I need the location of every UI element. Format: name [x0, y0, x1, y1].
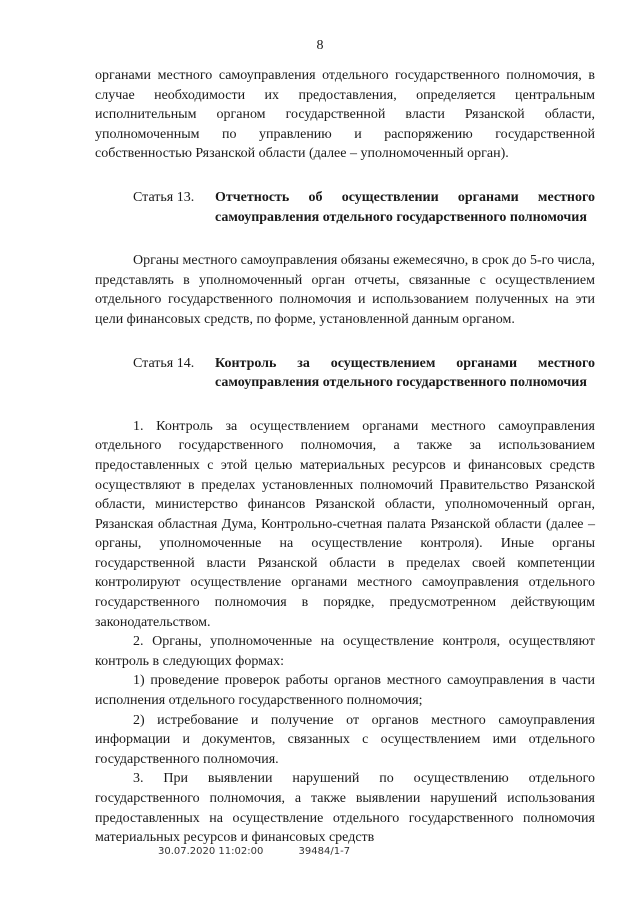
- article-14-paragraph-2: 2. Органы, уполномоченные на осуществление контроля, осуществляют контроль в следующих формах:: [95, 634, 595, 669]
- intro-paragraph: органами местного самоуправления отдельного государственного полномочия, в случае необходимости их предоставления, определяется центральным исполнительным органом государственной власти Рязанской области, уполномоченным по управлению и распоряжению государственной собственностью Рязанской области (далее – уполномоченный орган).: [95, 68, 595, 162]
- footer: [158, 846, 382, 857]
- article-14-item-1: 1) проведение проверок работы органов местного самоуправления в части исполнения отдельного государственного полномочия;: [95, 673, 595, 709]
- article-13-heading: [95, 188, 595, 227]
- article-13-title: Отчетность об осуществлении органами местного самоуправления отдельного государственного полномочия: [215, 189, 595, 225]
- article-14-title: Контроль за осуществлением органами местного самоуправления отдельного государственного полномочия: [215, 355, 595, 391]
- footer-timestamp: 30.07.2020 11:02:00: [158, 846, 264, 857]
- article-13-text: Органы местного самоуправления обязаны ежемесячно, в срок до 5-го числа, представлять в уполномоченный орган отчеты, связанные с осуществлением отдельного государственного полномочия и использованием полученных на эти цели финансовых средств, по форме, установленной данным органом.: [95, 253, 595, 327]
- article-14-heading: [95, 354, 595, 393]
- article-14-number: Статья 14.: [133, 355, 195, 371]
- article-13-number: Статья 13.: [133, 189, 195, 205]
- article-14-paragraph-3: 3. При выявлении нарушений по осуществлению отдельного государственного полномочия, а также выявлении нарушений использования предоставленных на осуществление отдельного государственного полномочия материальных ресурсов и финансовых средств: [95, 771, 595, 846]
- document-body: [95, 66, 595, 848]
- article-14-item-2: 2) истребование и получение от органов местного самоуправления информации и документов, связанных с осуществлением ими отдельного государственного полномочия.: [95, 712, 595, 767]
- article-14-paragraph-1: 1. Контроль за осуществлением органами местного самоуправления отдельного государственного полномочия, а также за использованием предоставленных с этой целью материальных ресурсов и финансовых средств осуществляют в пределах установленных полномочий Правительство Рязанской области, министерство финансов Рязанской области, уполномоченный орган, Рязанская областная Дума, Контрольно-счетная палата Рязанской области (далее – органы, уполномоченные на осуществление контроля). Иные органы государственной власти Рязанской области в пределах своей компетенции контролируют осуществление органами местного самоуправления отдельного государственного полномочия в порядке, предусмотренном действующим законодательством.: [95, 418, 595, 630]
- page-number: 8: [316, 38, 324, 53]
- footer-doc-id: 39484/1-7: [298, 846, 351, 857]
